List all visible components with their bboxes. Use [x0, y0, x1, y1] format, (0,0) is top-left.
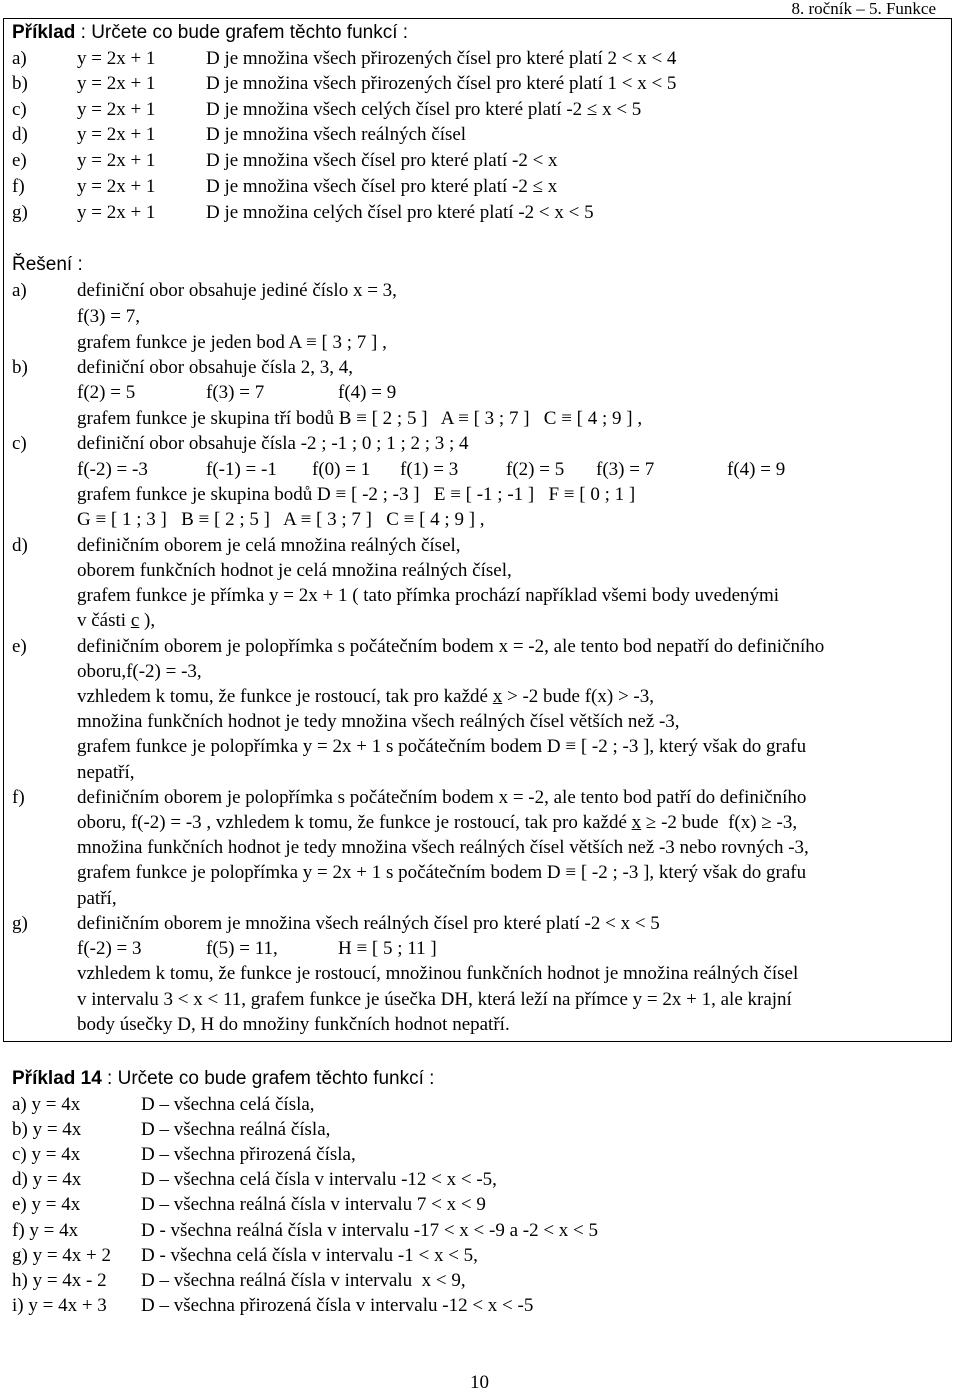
task14-item-domain: D – všechna celá čísla v intervalu -12 < x < -5,	[141, 1169, 497, 1190]
solution-g-value: H ≡ [ 5 ; 11 ]	[338, 938, 437, 959]
solution-b-value: f(4) = 9	[338, 382, 397, 403]
solution-c-value: f(-1) = -1	[206, 459, 277, 480]
solution-d-text: ),	[139, 610, 156, 631]
task1-item-label: a)	[12, 48, 27, 69]
solution-e-underlined: x	[492, 686, 503, 707]
solution-d-underlined: c	[130, 610, 140, 631]
solution-c-line: G ≡ [ 1 ; 3 ] B ≡ [ 2 ; 5 ] A ≡ [ 3 ; 7 ] C ≡ [ 4 ; 9 ] ,	[77, 509, 485, 530]
task14-item-domain: D - všechna reálná čísla v intervalu -17 < x < -9 a -2 < x < 5	[141, 1220, 599, 1241]
task1-item-label: e)	[12, 150, 27, 171]
task1-item-equation: y = 2x + 1	[77, 48, 156, 69]
solution-e-line: nepatří,	[77, 762, 135, 783]
task14-item-domain: D – všechna celá čísla,	[141, 1094, 315, 1115]
task14-item-domain: D - všechna celá čísla v intervalu -1 < x < 5,	[141, 1245, 478, 1266]
solution-g-line: body úsečky D, H do množiny funkčních hodnot nepatří.	[77, 1014, 510, 1035]
task14-item-domain: D – všechna reálná čísla v intervalu x < 9,	[141, 1270, 466, 1291]
solution-label-f: f)	[12, 787, 25, 808]
solution-c-value: f(3) = 7	[596, 459, 655, 480]
task1-item-label: b)	[12, 73, 28, 94]
solution-b-line: grafem funkce je skupina tří bodů B ≡ [ 2 ; 5 ] A ≡ [ 3 ; 7 ] C ≡ [ 4 ; 9 ] ,	[77, 408, 643, 429]
solution-e-text: > -2 bude f(x) > -3,	[502, 686, 654, 707]
solution-e-line: grafem funkce je polopřímka y = 2x + 1 s počátečním bodem D ≡ [ -2 ; -3 ], který však do grafu	[77, 736, 807, 757]
solution-f-line: patří,	[77, 888, 117, 909]
solution-c-value: f(1) = 3	[400, 459, 459, 480]
solution-g-line: v intervalu 3 < x < 11, grafem funkce je úsečka DH, která leží na přímce y = 2x + 1, ale krajní	[77, 989, 792, 1010]
task1-item-equation: y = 2x + 1	[77, 73, 156, 94]
solution-f-text: ≥ -2 bude f(x) ≥ -3,	[641, 812, 798, 833]
task14-item-equation: i) y = 4x + 3	[12, 1295, 107, 1316]
solution-b-line: definiční obor obsahuje čísla 2, 3, 4,	[77, 357, 353, 378]
solution-g-line: vzhledem k tomu, že funkce je rostoucí, množinou funkčních hodnot je množina reálných čísel	[77, 963, 799, 984]
task1-title	[12, 20, 408, 45]
solution-g-value: f(5) = 11,	[206, 938, 278, 959]
task1-item-label: g)	[12, 202, 28, 223]
task1-item-label: c)	[12, 99, 27, 120]
task1-item-label: d)	[12, 124, 28, 145]
task1-item-domain: D je množina všech čísel pro které platí -2 < x	[206, 150, 558, 171]
solution-a-line: f(3) = 7,	[77, 306, 140, 327]
solution-d-line: oborem funkčních hodnot je celá množina reálných čísel,	[77, 560, 512, 581]
task14-item-domain: D – všechna reálná čísla,	[141, 1119, 331, 1140]
solution-e-text: vzhledem k tomu, že funkce je rostoucí, tak pro každé	[77, 686, 493, 707]
solution-d-line	[77, 608, 155, 633]
solution-g-line: definičním oborem je množina všech reálných čísel pro které platí -2 < x < 5	[77, 913, 660, 934]
task14-item-domain: D – všechna reálná čísla v intervalu 7 < x < 9	[141, 1194, 486, 1215]
task14-item-domain: D – všechna přirozená čísla v intervalu -12 < x < -5	[141, 1295, 534, 1316]
solution-e-line: definičním oborem je polopřímka s počátečním bodem x = -2, ale tento bod nepatří do definičního	[77, 636, 825, 657]
page-number: 10	[470, 1372, 489, 1393]
solution-f-line: definičním oborem je polopřímka s počátečním bodem x = -2, ale tento bod patří do definičního	[77, 787, 807, 808]
solution-a-line: grafem funkce je jeden bod A ≡ [ 3 ; 7 ] ,	[77, 332, 387, 353]
solution-f-text: oboru, f(-2) = -3 , vzhledem k tomu, že funkce je rostoucí, tak pro každé	[77, 812, 632, 833]
task1-item-domain: D je množina všech reálných čísel	[206, 124, 467, 145]
task1-item-label: f)	[12, 176, 25, 197]
solution-c-value: f(4) = 9	[727, 459, 786, 480]
solution-label-e: e)	[12, 636, 27, 657]
solution-d-line: grafem funkce je přímka y = 2x + 1 ( tato přímka prochází například všemi body uvedenými	[77, 585, 780, 606]
solution-f-line	[77, 810, 797, 835]
task14-item-equation: d) y = 4x	[12, 1169, 82, 1190]
task1-item-domain: D je množina celých čísel pro které platí -2 < x < 5	[206, 202, 594, 223]
solution-c-value: f(2) = 5	[506, 459, 565, 480]
solution-label-c: c)	[12, 433, 27, 454]
task14-item-equation: b) y = 4x	[12, 1119, 82, 1140]
solution-g-value: f(-2) = 3	[77, 938, 142, 959]
solution-f-line: grafem funkce je polopřímka y = 2x + 1 s počátečním bodem D ≡ [ -2 ; -3 ], který však do grafu	[77, 862, 807, 883]
solution-d-line: definičním oborem je celá množina reálných čísel,	[77, 535, 461, 556]
solution-b-value: f(2) = 5	[77, 382, 136, 403]
task14-title-rest: : Určete co bude grafem těchto funkcí :	[101, 1068, 435, 1089]
task1-title-bold: Příklad	[12, 22, 76, 43]
solution-e-line: množina funkčních hodnot je tedy množina všech reálných čísel větších než -3,	[77, 711, 680, 732]
solution-d-text: v části	[77, 610, 131, 631]
task14-item-equation: e) y = 4x	[12, 1194, 81, 1215]
task1-item-domain: D je množina všech celých čísel pro které platí -2 ≤ x < 5	[206, 99, 642, 120]
solution-e-line	[77, 684, 654, 709]
solution-c-value: f(0) = 1	[312, 459, 371, 480]
task1-item-equation: y = 2x + 1	[77, 176, 156, 197]
solution-label-a: a)	[12, 280, 27, 301]
task1-item-equation: y = 2x + 1	[77, 99, 156, 120]
solution-c-value: f(-2) = -3	[77, 459, 148, 480]
solution-f-underlined: x	[631, 812, 642, 833]
task1-item-domain: D je množina všech čísel pro které platí -2 ≤ x	[206, 176, 558, 197]
solution-c-line: grafem funkce je skupina bodů D ≡ [ -2 ; -3 ] E ≡ [ -1 ; -1 ] F ≡ [ 0 ; 1 ]	[77, 484, 636, 505]
solution-heading: Řešení :	[12, 254, 83, 275]
task1-item-domain: D je množina všech přirozených čísel pro které platí 2 < x < 4	[206, 48, 677, 69]
task14-item-equation: a) y = 4x	[12, 1094, 81, 1115]
header-chapter: 8. ročník – 5. Funkce	[791, 0, 936, 18]
solution-c-line: definiční obor obsahuje čísla -2 ; -1 ; 0 ; 1 ; 2 ; 3 ; 4	[77, 433, 469, 454]
task1-item-equation: y = 2x + 1	[77, 150, 156, 171]
task14-item-domain: D – všechna přirozená čísla,	[141, 1144, 356, 1165]
task14-item-equation: h) y = 4x - 2	[12, 1270, 107, 1291]
solution-label-d: d)	[12, 535, 28, 556]
solution-label-b: b)	[12, 357, 28, 378]
task1-item-equation: y = 2x + 1	[77, 124, 156, 145]
task14-item-equation: g) y = 4x + 2	[12, 1245, 112, 1266]
solution-a-line: definiční obor obsahuje jediné číslo x = 3,	[77, 280, 397, 301]
task14-item-equation: c) y = 4x	[12, 1144, 81, 1165]
solution-b-value: f(3) = 7	[206, 382, 265, 403]
task14-title	[12, 1066, 434, 1091]
task1-item-domain: D je množina všech přirozených čísel pro které platí 1 < x < 5	[206, 73, 677, 94]
task1-item-equation: y = 2x + 1	[77, 202, 156, 223]
solution-label-g: g)	[12, 913, 28, 934]
task14-title-bold: Příklad 14	[12, 1068, 102, 1089]
solution-e-line: oboru,f(-2) = -3,	[77, 661, 202, 682]
task1-title-rest: : Určete co bude grafem těchto funkcí :	[75, 22, 409, 43]
solution-f-line: množina funkčních hodnot je tedy množina všech reálných čísel větších než -3 nebo rovných -3,	[77, 837, 809, 858]
task14-item-equation: f) y = 4x	[12, 1220, 79, 1241]
